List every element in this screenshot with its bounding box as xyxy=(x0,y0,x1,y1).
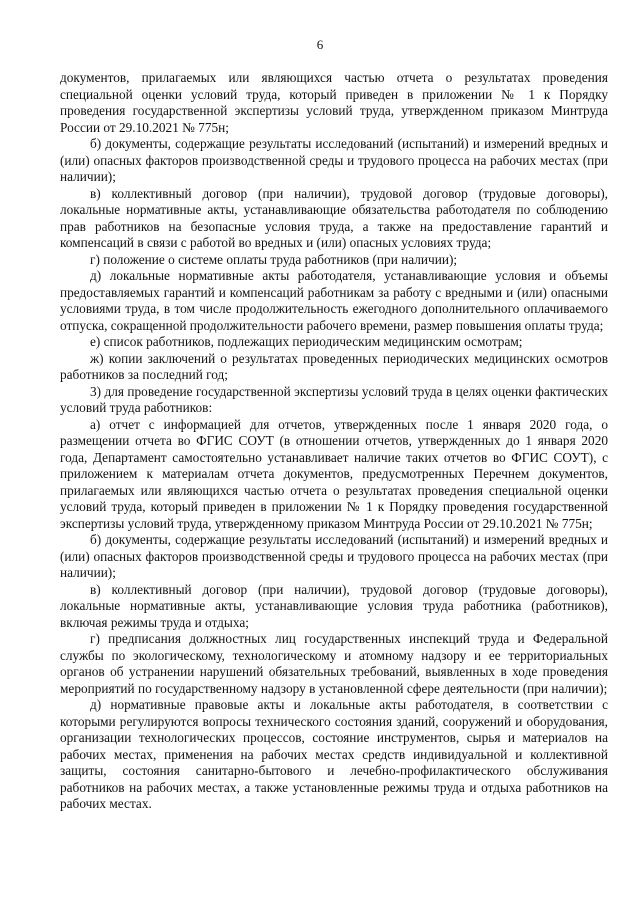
document-body xyxy=(60,70,608,813)
paragraph: д) нормативные правовые акты и локальные акты работодателя, в соответствии с которыми регулируются вопросы технического состояния зданий, сооружений и оборудования, организации технологических процессов, состояние инструментов, сырья и материалов на рабочих местах, применения на рабочих местах средств индивидуальной и коллективной защиты, состояния санитарно-бытового и лечебно-профилактического обслуживания работников на рабочих местах, а также установленные режимы труда и отдыха работников на рабочих местах. xyxy=(60,697,608,811)
paragraph: в) коллективный договор (при наличии), трудовой договор (трудовые договоры), локальные нормативные акты, устанавливающие условия труда работника (работников), включая режимы труда и отдыха; xyxy=(60,581,608,630)
paragraph: б) документы, содержащие результаты исследований (испытаний) и измерений вредных и (или) опасных факторов производственной среды и трудового процесса на рабочих местах (при наличии); xyxy=(60,136,608,184)
paragraph: документов, прилагаемых или являющихся частью отчета о результатах проведения специальной оценки условий труда, который приведен в приложении № 1 к Порядку проведения государственной экспертизы условий труда, утвержденном приказом Минтруда России от 29.10.2021 № 775н; xyxy=(60,70,608,135)
paragraph: 3) для проведение государственной экспертизы условий труда в целях оценки фактических условий труда работников: xyxy=(60,383,608,415)
paragraph: г) предписания должностных лиц государственных инспекций труда и Федеральной службы по экологическому, технологическому и атомному надзору и ее территориальных органов об устранении нарушений обязательных требований, выявленных в ходе проведения мероприятий по государственному надзору в установленной сфере деятельности (при наличии); xyxy=(60,631,608,696)
page-number: 6 xyxy=(316,37,324,52)
paragraph: г) положение о системе оплаты труда работников (при наличии); xyxy=(90,251,458,267)
paragraph: в) коллективный договор (при наличии), трудовой договор (трудовые договоры), локальные нормативные акты, устанавливающие обязательства работодателя по соблюдению прав работников на безопасные условия труда, а также на предоставление гарантий и компенсаций в связи с работой во вредных и (или) опасных условиях труда; xyxy=(60,185,608,250)
paragraph: б) документы, содержащие результаты исследований (испытаний) и измерений вредных и (или) опасных факторов производственной среды и трудового процесса на рабочих местах (при наличии); xyxy=(60,532,608,580)
paragraph: а) отчет с информацией для отчетов, утвержденных после 1 января 2020 года, о размещении отчета во ФГИС СОУТ (в отношении отчетов, утвержденных до 1 января 2020 года, Департамент самостоятельно устанавливает наличие таких отчетов во ФГИС СОУТ), с приложением к материалам отчета документов, предусмотренных Перечнем документов, прилагаемых или являющихся частью отчета о результатах проведения специальной оценки условий труда, который приведен в приложении № 1 к Порядку проведения государственной экспертизы условий труда, утвержденному приказом Минтруда России от 29.10.2021 № 775н; xyxy=(60,416,608,531)
paragraph: д) локальные нормативные акты работодателя, устанавливающие условия и объемы предоставляемых гарантий и компенсаций работникам за работу с вредными и (или) опасными условиями труда, в том числе продолжительность ежегодного дополнительного оплачиваемого отпуска, сокращенной продолжительности рабочего времени, размер повышения оплаты труда; xyxy=(60,268,608,333)
paragraph: ж) копии заключений о результатах проведенных периодических медицинских осмотров работников за последний год; xyxy=(60,350,608,382)
paragraph: е) список работников, подлежащих периодическим медицинским осмотрам; xyxy=(90,334,523,349)
